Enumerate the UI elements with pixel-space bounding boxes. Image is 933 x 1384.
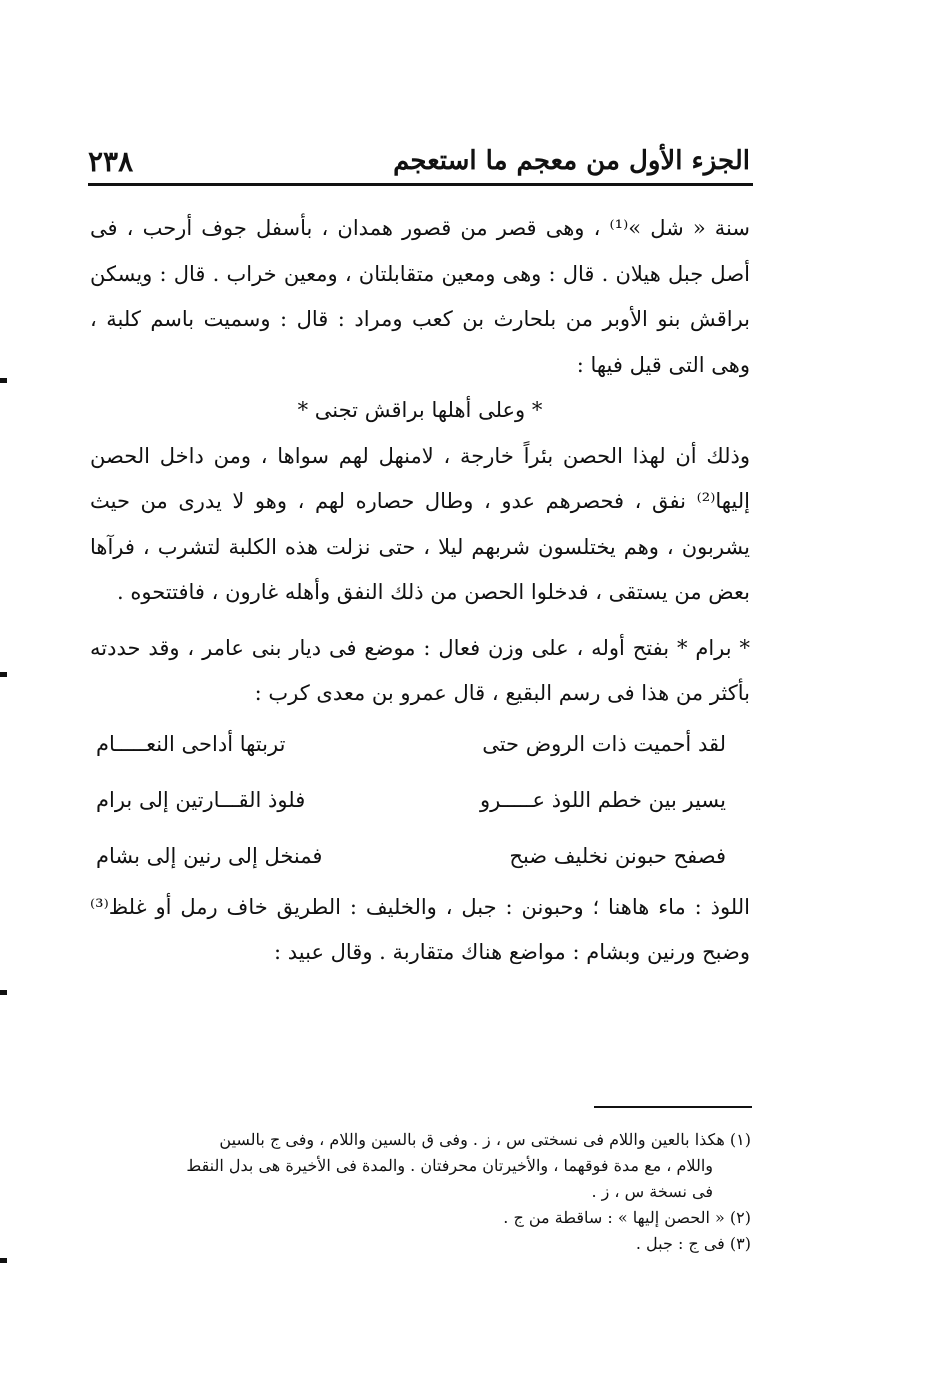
scan-edge-mark	[0, 378, 7, 383]
footnote-rule	[594, 1106, 752, 1108]
quoted-verse: * وعلى أهلها براقش تجنى *	[297, 398, 543, 422]
paragraph-gap	[90, 616, 750, 626]
scan-edge-mark	[0, 990, 7, 995]
scan-edge-mark	[0, 1258, 7, 1263]
poem	[90, 717, 750, 885]
scan-edge-mark	[0, 672, 7, 677]
paragraph-2: وذلك أن لهذا الحصن بئراً خارجة ، لامنهل لهم سواها ، ومن داخل الحصن إليها⁽²⁾ نفق ، فحصرهم عدو ، وطال حصاره لهم ، وهو لا يدرى من حيث يشربون ، وهم يختلسون شربهم ليلا ، حتى نزلت هذه الكلبة لتشرب ، فرآها بعض من يستقى ، فدخلوا الحصن من ذلك النفق وأهله غارون ، فافتتحوه .	[90, 443, 750, 604]
header-rule	[88, 183, 753, 186]
paragraph-1: سنة « شل »⁽¹⁾ ، وهى قصر من قصور همدان ، بأسفل جوف أرحب ، فى أصل جبل هيلان . قال : وهى ومعين متقابلتان ، ومعين خراب . قال : ويسكن براقش بنو الأوبر من بلحارث بن كعب ومراد : قال : وسميت باسم كلبة ، وهى التى قيل فيها :	[90, 216, 750, 377]
page-header	[88, 138, 750, 184]
verse-3	[90, 829, 750, 885]
verse-1	[90, 717, 750, 773]
verse-1-second-hemistich: تربتها أداحى النعـــــام	[96, 731, 286, 756]
entry-beram: * برام * بفتح أوله ، على وزن فعال : موضع فى ديار بنى عامر ، وقد حددته بأكثر من هذا فى رسم البقيع ، قال عمرو بن معدى كرب :	[90, 635, 750, 705]
verse-2	[90, 773, 750, 829]
footnote-3: (٣) فى ج : جبل .	[635, 1234, 751, 1253]
verse-3-first-hemistich: فصفح حبونن نخليف ضبح	[509, 843, 726, 868]
footnote-1: (١) هكذا بالعين واللام فى نسختى س ، ز . وفى ق بالسين واللام ، وفى ج بالسين	[219, 1130, 751, 1149]
verse-3-second-hemistich: فمنخل إلى رنين إلى بشام	[96, 843, 323, 868]
verse-1-first-hemistich: لقد أحميت ذات الروض حتى	[482, 731, 726, 756]
verse-2-first-hemistich: يسير بين خطم اللوذ عـــــرو	[480, 787, 726, 812]
verse-2-second-hemistich: فلوذ القـــارتين إلى برام	[96, 787, 306, 812]
main-text	[90, 206, 750, 976]
footnote-1-continued: واللام ، مع مدة فوقهما ، والأخيرتان محرفتان . والمدة فى الأخيرة هى بدل النقط	[186, 1156, 713, 1175]
paragraph-4: اللوذ : ماء هاهنا ؛ وحبونن : جبل ، والخليف : الطريق خاف رمل أو غلظ⁽³⁾ وضبح ورنين وبشام : مواضع هناك متقاربة . وقال عبيد :	[90, 894, 750, 964]
footnote-2: (٢) « الحصن إليها » : ساقطة من ج .	[503, 1208, 751, 1227]
footnotes	[95, 1127, 751, 1257]
footnote-1-continued-2: فى نسخة س ، ز .	[591, 1182, 713, 1201]
running-title: الجزء الأول من معجم ما استعجم	[393, 146, 750, 176]
page-number: ٢٣٨	[88, 144, 134, 178]
